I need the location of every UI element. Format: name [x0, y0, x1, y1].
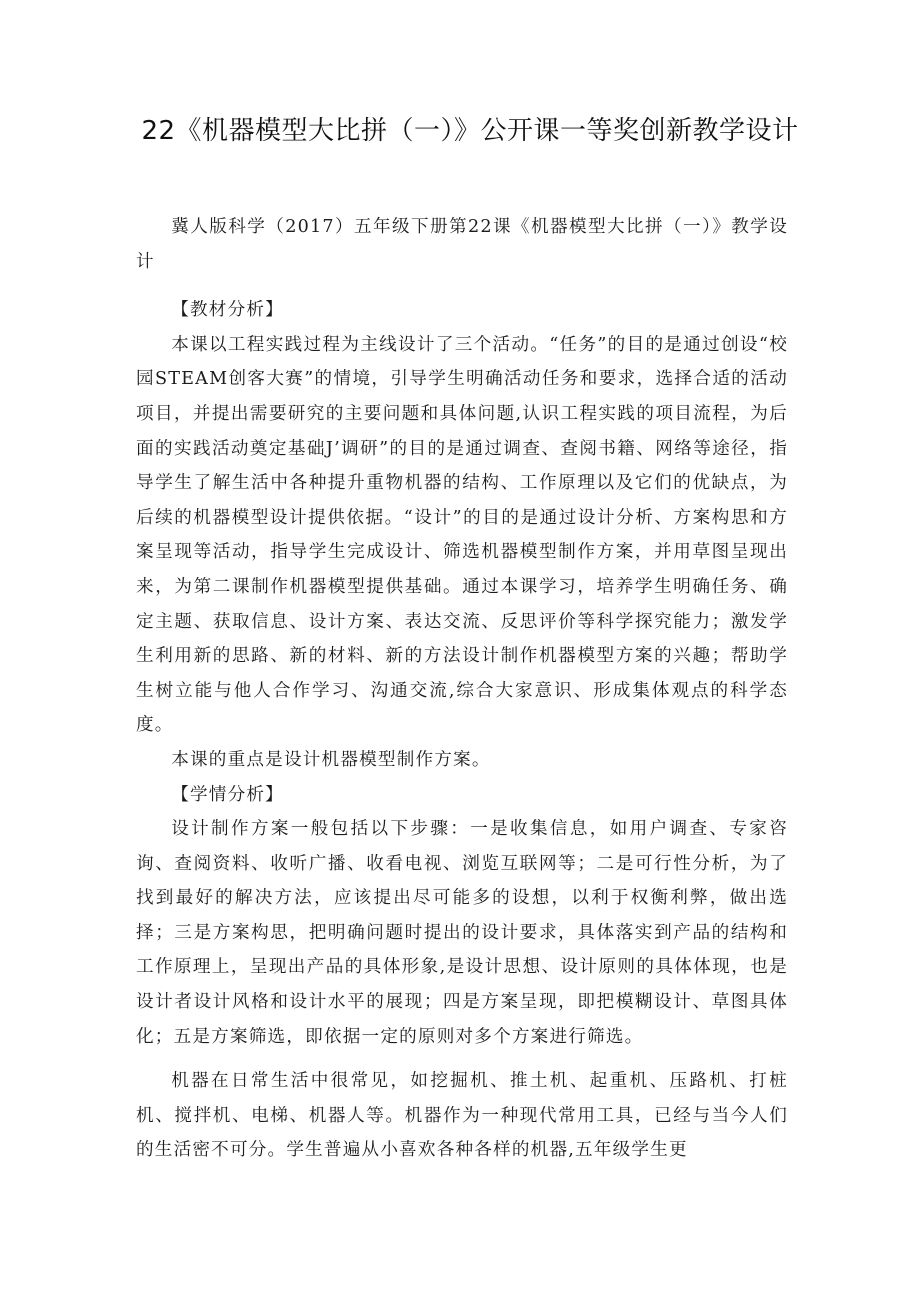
- section-heading-learner-analysis: 【学情分析】: [171, 784, 284, 805]
- section-heading-material-analysis: 【教材分析】: [171, 300, 284, 321]
- paragraph-material-analysis: 本课以工程实践过程为主线设计了三个活动。“任务”的目的是通过创设“校园STEAM创客大赛”的情境，引导学生明确活动任务和要求，选择合适的活动项目，并提出需要研究的主要问题和具体问题,认识工程实践的项目流程，为后面的实践活动奠定基础J’调研”的目的是通过调查、查阅书籍、网络等途径，指导学生了解生活中各种提升重物机器的结构、工作原理以及它们的优缺点，为后续的机器模型设计提供依据。“设计”的目的是通过设计分析、方案构思和方案呈现等活动，指导学生完成设计、筛选机器模型制作方案，并用草图呈现出来，为第二课制作机器模型提供基础。通过本课学习，培养学生明确任务、确定主题、获取信息、设计方案、表达交流、反思评价等科学探究能力；激发学生利用新的思路、新的材料、新的方法设计制作机器模型方案的兴趣；帮助学生树立能与他人合作学习、沟通交流,综合大家意识、形成集体观点的科学态度。: [136, 334, 788, 736]
- document-title: 22《机器模型大比拼（一）》公开课一等奖创新教学设计: [141, 116, 799, 146]
- paragraph-machines: 机器在日常生活中很常见，如挖掘机、推土机、起重机、压路机、打桩机、搅拌机、电梯、机器人等。机器作为一种现代常用工具，已经与当今人们的生活密不可分。学生普遍从小喜欢各种各样的机器,五年级学生更: [136, 1071, 788, 1161]
- document-body: [136, 210, 788, 1168]
- paragraph-learner-analysis: 设计制作方案一般包括以下步骤：一是收集信息，如用户调查、专家咨询、查阅资料、收听广播、收看电视、浏览互联网等；二是可行性分析，为了找到最好的解决方法，应该提出尽可能多的设想，以利于权衡利弊，做出选择；三是方案构思，把明确问题时提出的设计要求，具体落实到产品的结构和工作原理上，呈现出产品的具体形象,是设计思想、设计原则的具体体现，也是设计者设计风格和设计水平的展现；四是方案呈现，即把模糊设计、草图具体化；五是方案筛选，即依据一定的原则对多个方案进行筛选。: [136, 819, 788, 1047]
- paragraph-key-point: 本课的重点是设计机器模型制作方案。: [171, 749, 491, 770]
- document-subtitle: 冀人版科学（2017）五年级下册第22课《机器模型大比拼（一）》教学设计: [136, 217, 788, 272]
